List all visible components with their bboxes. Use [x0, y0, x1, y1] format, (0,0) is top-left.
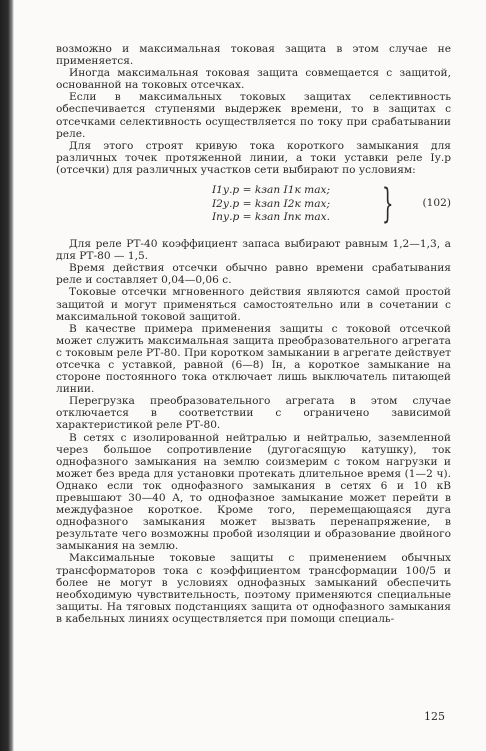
body-text — [56, 43, 451, 625]
paragraph: Для реле РТ-40 коэффициент запаса выбирают равным 1,2—1,3, а для РТ-80 — 1,5. — [56, 238, 451, 263]
page-binding-edge — [0, 0, 14, 751]
paragraph: Если в максимальных токовых защитах селективность обеспечивается ступенями выдержек времени, то в защитах с отсечками селективность осуществляется по току при срабатывании реле. — [56, 91, 451, 140]
paragraph: Максимальные токовые защиты с применением обычных трансформаторов тока с коэффициентом трансформации 100/5 и более не могут в условиях однофазных замыканий обеспечить необходимую чувствительность, поэтому применяются специальные защиты. На тяговых подстанциях защита от однофазного замыкания в кабельных линиях осуществляется при помощи специаль- — [56, 552, 451, 625]
paragraph: Время действия отсечки обычно равно времени срабатывания реле и составляет 0,04—0,06 с. — [56, 262, 451, 287]
paragraph: В качестве примера применения защиты с токовой отсечкой может служить максимальная защита преобразовательного агрегата с токовым реле РТ-80. При коротком замыкании в агрегате действует отсечка с уставкой, равной (6—8) Iн, а короткое замыкание на стороне постоянного тока отключает лишь выключатель питающей линии. — [56, 322, 451, 396]
equation-number: (102) — [422, 197, 451, 210]
paragraph: Для этого строят кривую тока короткого замыкания для различных точек протяженной линии, а токи уставки реле Iу.р (отсечки) для различных участков сети выбирают по условиям: — [56, 139, 451, 176]
formula-102 — [56, 182, 451, 230]
paragraph: Иногда максимальная токовая защита совмещается с защитой, основанной на токовых отсечках. — [56, 67, 451, 92]
paragraph: Перегрузка преобразовательного агрегата в этом случае отключается в соответствии с ограничено зависимой характеристикой реле РТ-80. — [56, 395, 451, 432]
formula-lines — [212, 184, 330, 225]
paragraph: Токовые отсечки мгновенного действия являются самой простой защитой и могут применяться самостоятельно или в сочетании с максимальной токовой защитой. — [56, 286, 451, 323]
paragraph: В сетях с изолированной нейтралью и нейтралью, заземленной через большое сопротивление (дугогасящую катушку), ток однофазного замыкания на землю соизмерим с током нагрузки и может без вреда для установки протекать длительное время (1—2 ч). Однако если ток однофазного замыкания в сетях 6 и 10 кВ превышают 30—40 А, то однофазное замыкание может перейти в междуфазное короткое. Кроме того, перемещающаяся дуга однофазного замыкания может вызвать перенапряжение, в результате чего возможны пробой изоляции и образование двойного замыкания на землю. — [56, 431, 451, 553]
formula-line-1: I1у.р = kзап I1к max; — [212, 184, 331, 197]
right-brace-icon: } — [382, 181, 394, 228]
formula-line-3: Iпу.р = kзап Iпк max. — [212, 211, 331, 224]
formula-line-2: I2у.р = kзап I2к max; — [212, 197, 331, 210]
paragraph: возможно и максимальная токовая защита в этом случае не применяется. — [56, 43, 451, 68]
page-number: 125 — [424, 710, 445, 723]
